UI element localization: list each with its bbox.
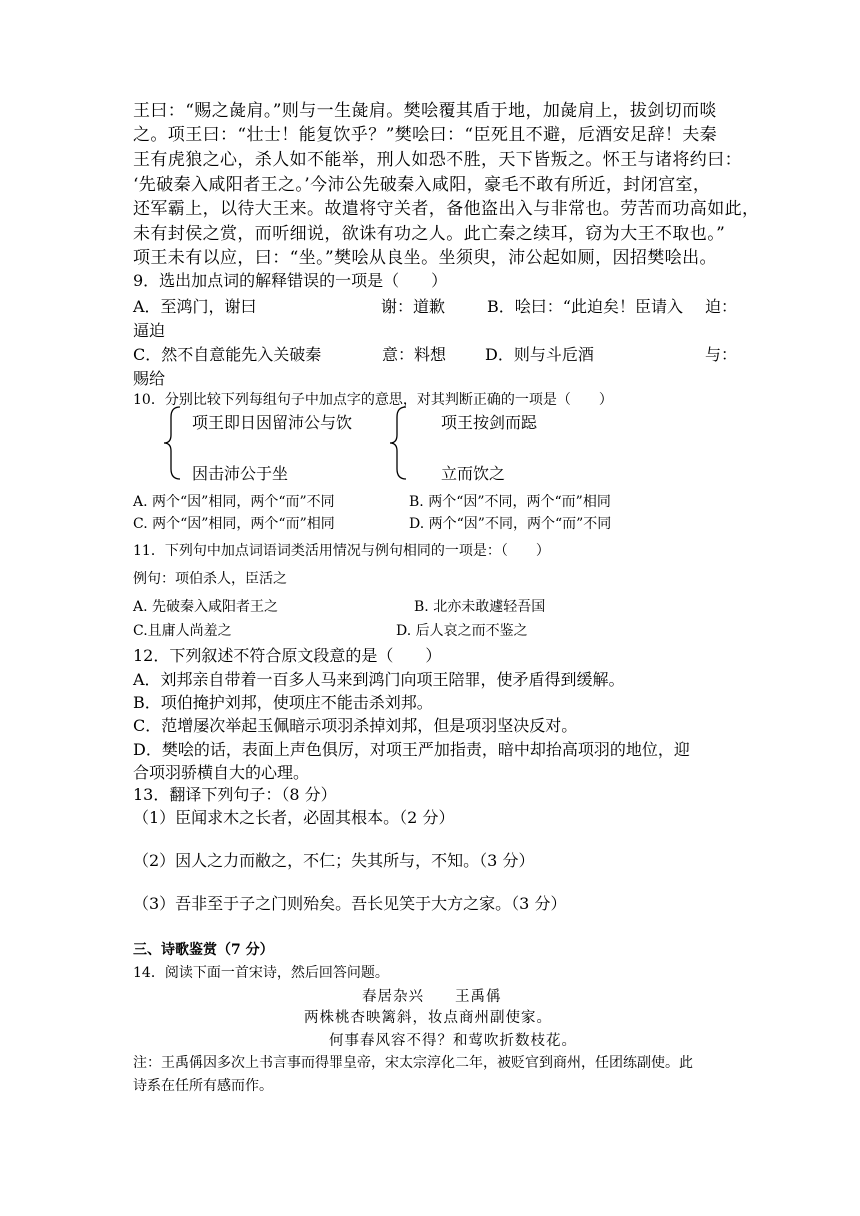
option-b: B. 两个“因”不同，两个“而”相同 [409,494,611,510]
option-a: A．至鸿门，谢曰 [133,297,257,316]
option-b-gloss-cont: 逼迫 [133,321,166,340]
option-b: B．哙曰：“此迫矣！臣请入 [487,297,683,316]
translate-item-3: （3）吾非至于子之门则殆矣。吾长见笑于大方之家。（3 分） [133,894,567,913]
option-a: A. 先破秦入咸阳者王之 [133,599,279,615]
passage-line: 项王未有以应，曰：“坐。”樊哙从良坐。坐须臾，沛公起如厕，因招樊哙出。 [133,248,717,268]
poem-note-cont: 诗系在任所有感而作。 [133,1078,273,1094]
option-d: D．则与斗卮酒 [485,345,594,364]
option-d-gloss: 与： [705,345,738,364]
option-b: B. 北亦未敢遽轻吾国 [414,599,546,615]
translate-item-1: （1）臣闻求木之长者，必固其根本。（2 分） [133,808,455,827]
group1-sentence2: 因击沛公于坐 [192,464,289,483]
translate-item-2: （2）因人之力而敝之，不仁；失其所与，不知。（3 分） [133,851,535,870]
passage-line: 之。项王曰：“壮士！能复饮乎？”樊哙曰：“臣死且不避，卮酒安足辞！夫秦 [133,125,718,145]
passage-line: 还军霸上，以待大王来。故遣将守关者，备他盗出入与非常也。劳苦而功高如此， [133,199,760,219]
option-a-gloss: 谢：道歉 [381,297,446,316]
option-a: A．刘邦亲自带着一百多人马来到鸿门向项王陪罪，使矛盾得到缓解。 [133,670,625,689]
question-stem: 12．下列叙述不符合原文段意的是（ ） [133,646,442,665]
option-d-gloss-cont: 赐给 [133,369,166,388]
option-a: A. 两个“因”相同，两个“而”不同 [133,494,335,510]
section-heading: 三、诗歌鉴赏（7 分） [133,942,274,958]
option-d: D. 两个“因”不同，两个“而”不同 [409,516,612,532]
passage-line: 王有虎狼之心，杀人如不能举，刑人如恐不胜，天下皆叛之。怀王与诸将约曰： [133,150,742,170]
question-stem: 11．下列句中加点词语词类活用情况与例句相同的一项是：（ ） [133,543,550,559]
question-stem: 10．分别比较下列每组句子中加点字的意思，对其判断正确的一项是（ ） [133,392,613,408]
option-b: B．项伯掩护刘邦，使项庄不能击杀刘邦。 [133,693,433,712]
group1-sentence1: 项王即日因留沛公与饮 [192,413,353,432]
option-c: C．范增屡次举起玉佩暗示项羽杀掉刘邦，但是项羽坚决反对。 [133,716,578,735]
option-d: D. 后人哀之而不鉴之 [396,623,528,639]
poem-author: 王禹偁 [455,989,502,1005]
brace-icon [162,405,182,481]
passage-line: 王曰：“赐之彘肩。”则与一生彘肩。樊哙覆其盾于地，加彘肩上，拔剑切而啖 [133,101,717,121]
poem-line-1: 两株桃杏映篱斜，妆点商州副使家。 [304,1010,552,1026]
option-d-cont: 合项羽骄横自大的心理。 [133,763,310,782]
passage-line: 未有封侯之赏，而听细说，欲诛有功之人。此亡秦之续耳，窃为大王不取也。” [133,224,726,244]
poem-title: 春居杂兴 [362,989,424,1005]
poem-note: 注：王禹偁因多次上书言事而得罪皇帝，宋太宗淳化二年，被贬官到商州，任团练副使。此 [133,1055,693,1071]
option-c: C.且庸人尚羞之 [133,623,232,639]
question-stem: 13．翻译下列句子：（8 分） [133,785,337,804]
option-c: C．然不自意能先入关破秦 [133,345,322,364]
poem-line-2: 何事春风容不得？和莺吹折数枝花。 [329,1033,577,1049]
brace-icon [388,405,408,481]
option-b-gloss: 迫： [705,297,738,316]
option-d: D．樊哙的话，表面上声色俱厉，对项王严加指责，暗中却抬高项羽的地位，迎 [133,740,690,759]
option-c: C. 两个“因”相同，两个“而”相同 [133,516,335,532]
question-14-stem: 14．阅读下面一首宋诗，然后回答问题。 [133,965,389,981]
passage-line: ‘先破秦入咸阳者王之。’今沛公先破秦入咸阳，豪毛不敢有所近，封闭宫室， [133,175,711,195]
group2-sentence2: 立而饮之 [441,464,506,483]
question-stem: 9．选出加点词的解释错误的一项是（ ） [133,271,448,290]
example-sentence: 例句：项伯杀人，臣活之 [133,571,287,587]
option-c-gloss: 意：料想 [382,345,447,364]
group2-sentence1: 项王按剑而跽 [441,413,538,432]
